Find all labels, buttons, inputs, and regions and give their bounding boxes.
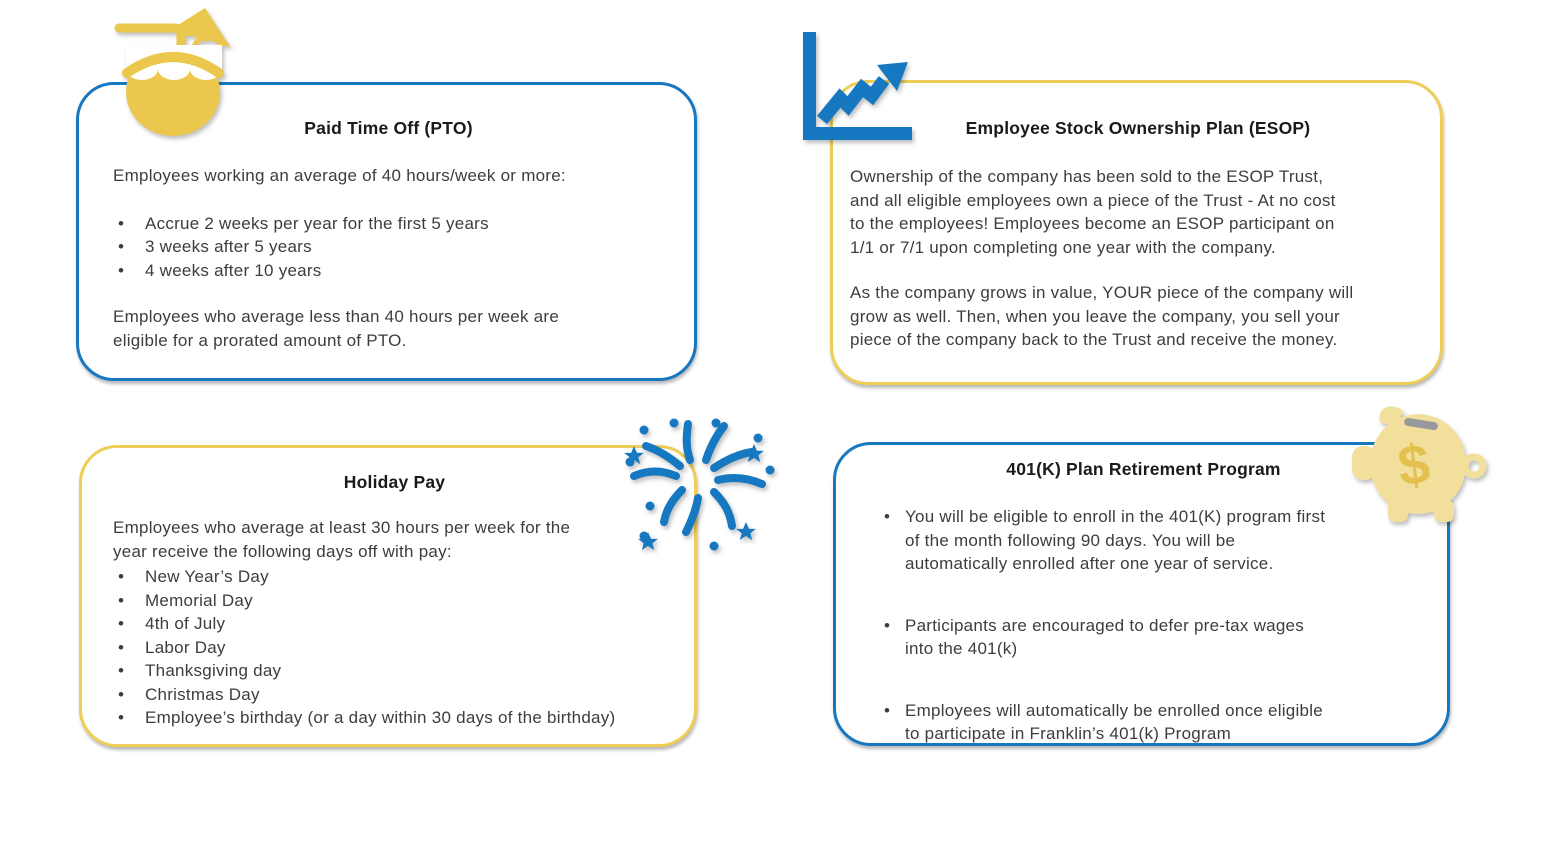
bullet-item: • Memorial Day (113, 589, 676, 613)
y-axis (803, 32, 816, 140)
text-line: Employees who average at least 30 hours per week for the (113, 518, 571, 537)
bullet-item: • Thanksgiving day (113, 659, 676, 683)
star (744, 444, 764, 462)
bullet-item (884, 699, 1423, 746)
text-line: to the employees! Employees become an ESOP participant on (850, 214, 1335, 233)
card-holiday-title: Holiday Pay (343, 472, 446, 492)
text-line: eligible for a prorated amount of PTO. (113, 330, 407, 350)
trend-line (822, 80, 884, 120)
text-line: • Employees will automatically be enrolled once eligible (905, 700, 1323, 720)
fireworks-rays (634, 424, 762, 532)
card-pto-title: Paid Time Off (PTO) (304, 118, 473, 138)
fireworks-icon (622, 418, 782, 568)
bullet-item (884, 505, 1423, 576)
text-line: 1/1 or 7/1 upon completing one year with the company. (850, 237, 1276, 257)
text-line: Employees who average less than 40 hours per week are (113, 307, 560, 326)
growth-chart-icon (800, 28, 915, 143)
piggy-bank-icon (1352, 400, 1500, 525)
bullet-item: • Christmas Day (113, 683, 676, 707)
bullet-item: • New Year’s Day (113, 565, 676, 589)
card-holiday-pay (79, 445, 697, 747)
fireworks-graphic (622, 418, 782, 568)
card-401k-bullet-list (884, 505, 1423, 746)
bullet-item: • Accrue 2 weeks per year for the first 5 years (113, 212, 664, 236)
text-line: year receive the following days off with pay: (113, 541, 452, 561)
bullet-item: • 3 weeks after 5 years (113, 235, 664, 259)
bullet-item: • Labor Day (113, 636, 676, 660)
card-esop-paragraph-2 (850, 281, 1426, 352)
text-line: piece of the company back to the Trust and receive the money. (850, 330, 1338, 349)
text-line: automatically enrolled after one year of service. (905, 554, 1274, 573)
text-line: and all eligible employees own a piece of the Trust - At no cost (850, 190, 1336, 210)
card-holiday-bullet-list (113, 565, 676, 730)
text-line: to participate in Franklin’s 401(k) Program (905, 724, 1232, 743)
card-pto-bullet-list (113, 212, 664, 283)
bullet-item: • 4th of July (113, 612, 676, 636)
growth-chart-graphic (800, 28, 915, 143)
card-esop (830, 80, 1443, 385)
x-axis (803, 127, 912, 140)
text-line: of the month following 90 days. You will be (905, 530, 1236, 550)
card-esop-paragraph-1 (850, 165, 1426, 259)
card-401k-title: 401(K) Plan Retirement Program (1006, 459, 1281, 479)
text-line: • You will be eligible to enroll in the 401(K) program first (905, 507, 1326, 526)
text-line: grow as well. Then, when you leave the company, you sell your (850, 306, 1340, 326)
piggy-bank-graphic (1352, 400, 1500, 525)
dollar-sign: $ (1394, 431, 1434, 498)
card-pto-outro (113, 305, 664, 352)
text-line: into the 401(k) (905, 639, 1018, 658)
text-line: • Participants are encouraged to defer pre-tax wages (905, 615, 1305, 635)
bullet-item: • Employee’s birthday (or a day within 30 days of the birthday) (113, 706, 676, 730)
text-line: As the company grows in value, YOUR piece of the company will (850, 283, 1354, 302)
card-pto-intro: Employees working an average of 40 hours/week or more: (113, 166, 566, 185)
coconut-drink-graphic (113, 5, 235, 137)
coconut-drink-icon (113, 5, 235, 137)
star (736, 522, 756, 540)
text-line: Ownership of the company has been sold to the ESOP Trust, (850, 167, 1324, 186)
bullet-item (884, 614, 1423, 661)
card-esop-title: Employee Stock Ownership Plan (ESOP) (965, 118, 1311, 138)
card-holiday-intro (113, 516, 676, 563)
bullet-item: • 4 weeks after 10 years (113, 259, 664, 283)
